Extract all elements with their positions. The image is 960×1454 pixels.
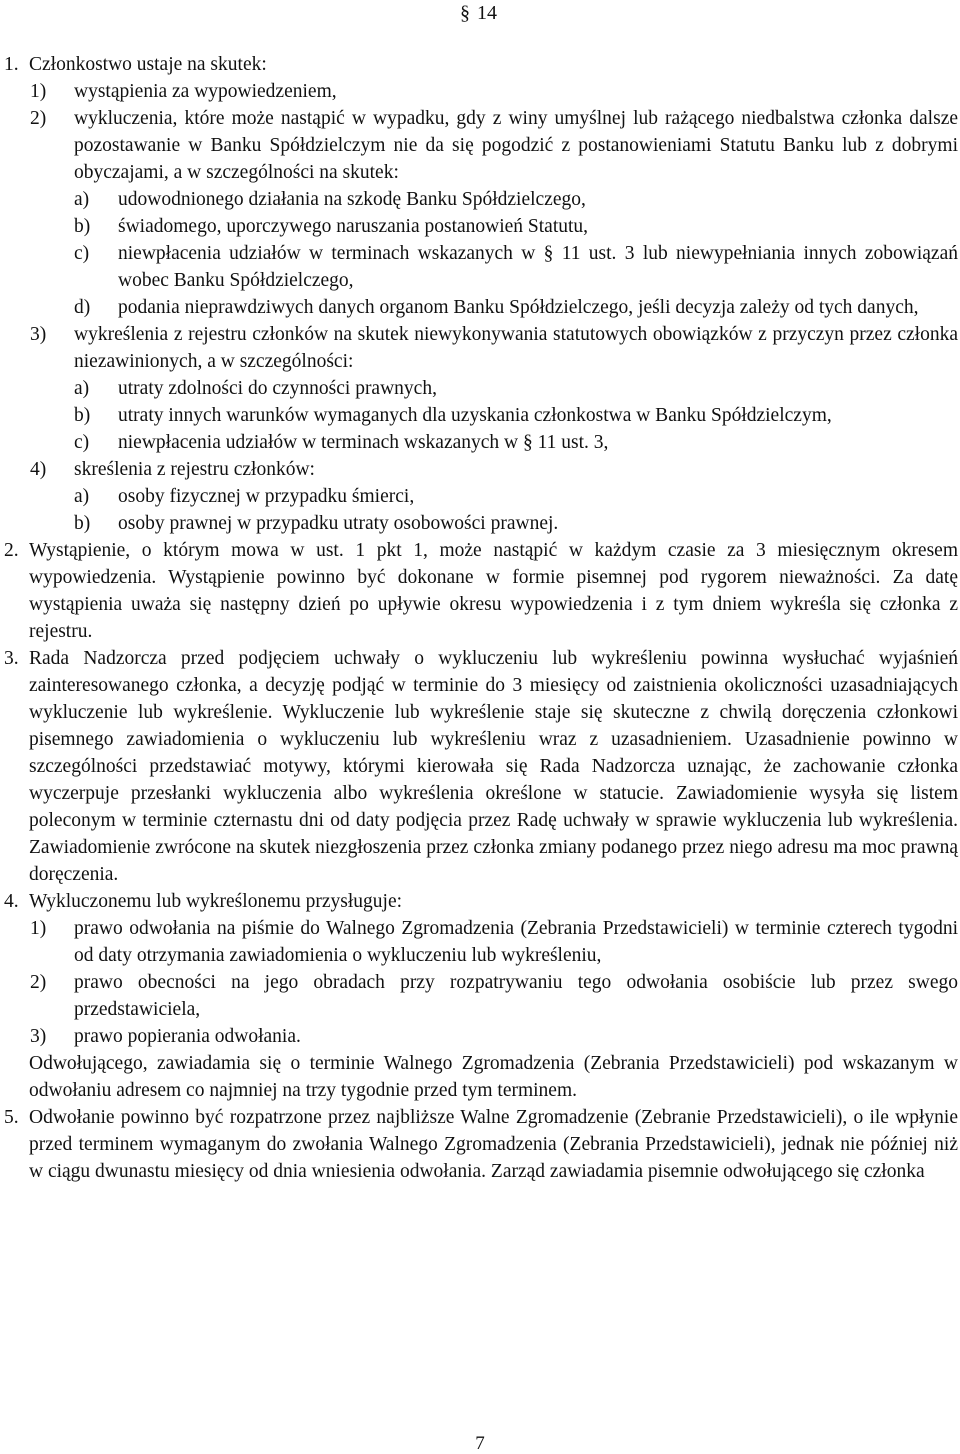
point-number: 1) bbox=[30, 918, 47, 939]
page-number: 7 bbox=[475, 1433, 485, 1454]
point-number: 2) bbox=[30, 972, 47, 993]
section-heading bbox=[460, 2, 497, 24]
paragraph-text: Członkostwo ustaje na skutek: bbox=[29, 54, 267, 75]
section-number: 14 bbox=[477, 2, 497, 24]
letter-1-2-d bbox=[0, 294, 958, 321]
section-sign: § bbox=[460, 2, 470, 24]
letter-1-2-b bbox=[0, 213, 958, 240]
paragraph-number: 4. bbox=[4, 891, 19, 912]
paragraph-1 bbox=[0, 51, 958, 78]
letter-1-3-c bbox=[0, 429, 958, 456]
letter-1-4-b bbox=[0, 510, 958, 537]
letter-marker: b) bbox=[74, 405, 91, 426]
letter-1-2-a bbox=[0, 186, 958, 213]
paragraph-text: Rada Nadzorcza przed podjęciem uchwały o wykluczeniu lub wykreśleniu powinna wysłuchać wyjaśnień zainteresowanego członka, a decyzję podjąć w terminie do 3 miesięcy od zaistnienia okoliczności uzasadniających wykluczenie lub wykreślenie. Wykluczenie lub wykreślenie staje się skuteczne z chwilą doręczenia członkowi pisemnego zawiadomienia o wykluczeniu lub wykreśleniu wraz z uzasadnieniem. Uzasadnienie powinno w szczególności przedstawiać motywy, którymi kierowała się Rada Nadzorcza uznając, że zachowanie członka wyczerpuje przesłanki wykluczenia albo wykreślenia określone w statucie. Zawiadomienie wysyła się listem poleconym w terminie czternastu dni od daty podjęcia przez Radę uchwały w sprawie wykluczenia lub wykreślenia. Zawiadomienie zwrócone na skutek niezgłoszenia przez członka zmiany podanego przez niego adresu ma moc prawną doręczenia. bbox=[29, 648, 958, 885]
page-header bbox=[0, 0, 960, 30]
letter-1-3-b bbox=[0, 402, 958, 429]
letter-text: niewpłacenia udziałów w terminach wskazanych w § 11 ust. 3 lub niewypełniania innych zobowiązań wobec Banku Spółdzielczego, bbox=[118, 243, 958, 291]
letter-marker: b) bbox=[74, 216, 91, 237]
point-number: 2) bbox=[30, 108, 47, 129]
letter-marker: c) bbox=[74, 243, 90, 264]
letter-text: świadomego, uporczywego naruszania postanowień Statutu, bbox=[118, 216, 589, 237]
paragraph-text: Odwołującego, zawiadamia się o terminie Walnego Zgromadzenia (Zebrania Przedstawicieli) pod wskazanym w odwołaniu adresem co najmniej na trzy tygodnie przed tym terminem. bbox=[29, 1053, 958, 1101]
paragraph-5 bbox=[0, 1104, 958, 1185]
letter-1-4-a bbox=[0, 483, 958, 510]
point-number: 4) bbox=[30, 459, 47, 480]
point-1-3 bbox=[0, 321, 958, 375]
paragraph-text: Wykluczonemu lub wykreślonemu przysługuje: bbox=[29, 891, 403, 912]
point-1-4 bbox=[0, 456, 958, 483]
letter-text: udowodnionego działania na szkodę Banku Spółdzielczego, bbox=[118, 189, 586, 210]
point-text: skreślenia z rejestru członków: bbox=[74, 459, 315, 480]
point-text: wykluczenia, które może nastąpić w wypadku, gdy z winy umyślnej lub rażącego niedbalstwa członka dalsze pozostawanie w Banku Spółdzielczym nie da się pogodzić z postanowieniami Statutu Banku lub z dobrymi obyczajami, a w szczególności na skutek: bbox=[74, 108, 958, 183]
point-number: 3) bbox=[30, 1026, 47, 1047]
letter-text: osoby prawnej w przypadku utraty osobowości prawnej. bbox=[118, 513, 559, 534]
paragraph-number: 5. bbox=[4, 1107, 19, 1128]
letter-1-3-a bbox=[0, 375, 958, 402]
point-4-1 bbox=[0, 915, 958, 969]
point-text: wystąpienia za wypowiedzeniem, bbox=[74, 81, 337, 102]
letter-marker: a) bbox=[74, 486, 90, 507]
letter-text: podania nieprawdziwych danych organom Banku Spółdzielczego, jeśli decyzja zależy od tych danych, bbox=[118, 297, 919, 318]
point-text: prawo odwołania na piśmie do Walnego Zgromadzenia (Zebrania Przedstawicieli) w terminie czterech tygodni od daty otrzymania zawiadomienia o wykluczeniu lub wykreśleniu, bbox=[74, 918, 958, 966]
paragraph-number: 3. bbox=[4, 648, 19, 669]
letter-1-2-c bbox=[0, 240, 958, 294]
letter-text: utraty innych warunków wymaganych dla uzyskania członkostwa w Banku Spółdzielczym, bbox=[118, 405, 832, 426]
letter-marker: b) bbox=[74, 513, 91, 534]
letter-marker: a) bbox=[74, 189, 90, 210]
paragraph-text: Wystąpienie, o którym mowa w ust. 1 pkt 1, może nastąpić w każdym czasie za 3 miesięcznym okresem wypowiedzenia. Wystąpienie powinno być dokonane w formie pisemnej pod rygorem nieważności. Za datę wystąpienia uważa się następny dzień po upływie okresu wypowiedzenia i z tym dniem wykreśla się członka z rejestru. bbox=[29, 540, 958, 642]
paragraph-4 bbox=[0, 888, 958, 915]
point-4-3 bbox=[0, 1023, 958, 1050]
point-text: prawo obecności na jego obradach przy rozpatrywaniu tego odwołania osobiście lub przez swego przedstawiciela, bbox=[74, 972, 958, 1020]
point-number: 3) bbox=[30, 324, 47, 345]
letter-marker: a) bbox=[74, 378, 90, 399]
letter-marker: c) bbox=[74, 432, 90, 453]
document-body bbox=[0, 51, 958, 1185]
point-number: 1) bbox=[30, 81, 47, 102]
letter-text: utraty zdolności do czynności prawnych, bbox=[118, 378, 437, 399]
paragraph-2 bbox=[0, 537, 958, 645]
point-text: wykreślenia z rejestru członków na skutek niewykonywania statutowych obowiązków z przyczyn przez członka niezawinionych, a w szczególności: bbox=[74, 324, 958, 372]
paragraph-number: 1. bbox=[4, 54, 19, 75]
paragraph-text: Odwołanie powinno być rozpatrzone przez najbliższe Walne Zgromadzenie (Zebranie Przedstawicieli), o ile wpłynie przed terminem wymaganym do zwołania Walnego Zgromadzenia (Zebrania Przedstawicieli), jednak nie później niż w ciągu dwunastu miesięcy od dnia wniesienia odwołania. Zarząd zawiadamia pisemnie odwołującego się członka bbox=[29, 1107, 958, 1182]
letter-marker: d) bbox=[74, 297, 91, 318]
point-text: prawo popierania odwołania. bbox=[74, 1026, 301, 1047]
point-1-1 bbox=[0, 78, 958, 105]
paragraph-3 bbox=[0, 645, 958, 888]
letter-text: niewpłacenia udziałów w terminach wskazanych w § 11 ust. 3, bbox=[118, 432, 609, 453]
paragraph-4-note bbox=[0, 1050, 958, 1104]
paragraph-number: 2. bbox=[4, 540, 19, 561]
point-1-2 bbox=[0, 105, 958, 186]
point-4-2 bbox=[0, 969, 958, 1023]
letter-text: osoby fizycznej w przypadku śmierci, bbox=[118, 486, 415, 507]
